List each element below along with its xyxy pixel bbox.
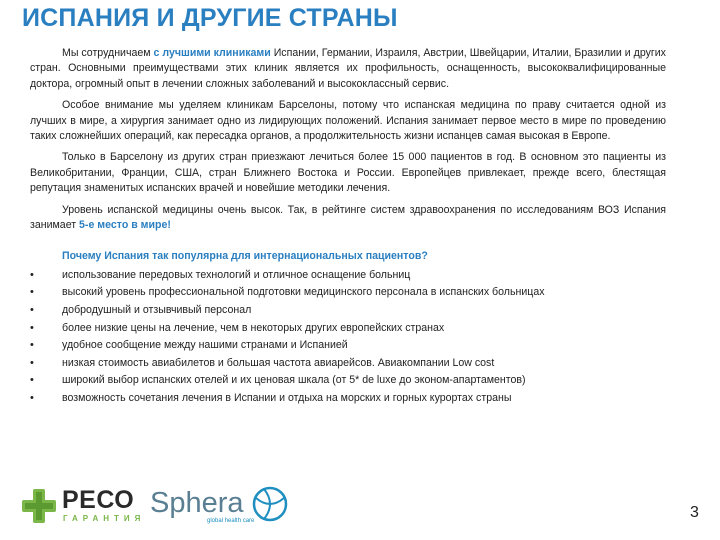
list-item bbox=[30, 390, 666, 408]
sphera-logo-name: Sphera bbox=[150, 487, 244, 519]
list-item bbox=[30, 372, 666, 390]
list-item bbox=[30, 284, 666, 302]
reasons-list bbox=[30, 267, 666, 408]
barcelona-paragraph: Особое внимание мы уделяем клиникам Барселоны, потому что испанская медицина по праву считается одной из лучших в мире, а хирургия занимает одно из лидирующих положений. Испания занимает первое место в мире по проведению таких сложнейших операций, как пересадка органов, а продолжительность жизни испанцев самая высокая в Европе. bbox=[30, 99, 666, 143]
list-item bbox=[30, 320, 666, 338]
sphera-logo-subtitle: global health care bbox=[207, 518, 255, 524]
footer-logos bbox=[22, 484, 282, 530]
list-title: Почему Испания так популярна для интернациональных пациентов? bbox=[62, 250, 428, 263]
intro-text-before: Мы сотрудничаем bbox=[62, 47, 154, 59]
reso-cross-icon bbox=[22, 489, 56, 523]
bullet-icon: • bbox=[30, 304, 34, 317]
bullet-icon: • bbox=[30, 286, 34, 299]
content bbox=[30, 46, 666, 408]
intro-text-after: Испании, Германии, Израиля, Австрии, Швейцарии, Италии, Бразилии и других стран. Основными преимуществами этих клиник является их профильность, оснащенность, высококвалифицированные доктора, огромный опыт в лечении сложных заболеваний и высококлассный сервис. bbox=[30, 47, 666, 90]
bullet-icon: • bbox=[30, 339, 34, 352]
list-item bbox=[30, 337, 666, 355]
sphera-globe-icon bbox=[250, 484, 290, 524]
rating-highlight: 5-е место в мире! bbox=[79, 219, 171, 232]
rating-paragraph bbox=[30, 203, 666, 234]
intro-highlight: с лучшими клиниками bbox=[153, 47, 271, 59]
bullet-icon: • bbox=[30, 392, 34, 405]
bullet-icon: • bbox=[30, 374, 34, 387]
list-item bbox=[30, 355, 666, 373]
patients-paragraph: Только в Барселону из других стран приезжают лечиться более 15 000 пациентов в год. В основном это пациенты из Великобритании, Франции, США, стран Ближнего Востока и России. Европейцев привлекает, прежде всего, блестящая репутация знаменитых испанских врачей и новейшие методики лечения. bbox=[30, 151, 666, 195]
reso-logo-name: РЕСО bbox=[62, 486, 135, 514]
list-item bbox=[30, 267, 666, 285]
rating-text: Уровень испанской медицины очень высок. Так, в рейтинге систем здравоохранения по исследованиям ВОЗ Испания занимает bbox=[30, 203, 666, 232]
list-item-text: высокий уровень профессиональной подготовки медицинского персонала в испанских больницах bbox=[62, 286, 545, 299]
reso-logo-subtitle: ГАРАНТИЯ bbox=[63, 514, 146, 523]
page-number: 3 bbox=[690, 504, 699, 521]
list-item-text: удобное сообщение между нашими странами и Испанией bbox=[62, 339, 348, 352]
list-item-text: использование передовых технологий и отличное оснащение больниц bbox=[62, 268, 411, 281]
page-title: ИСПАНИЯ И ДРУГИЕ СТРАНЫ bbox=[22, 4, 398, 32]
bullet-icon: • bbox=[30, 356, 34, 369]
bullet-icon: • bbox=[30, 321, 34, 334]
list-item-text: добродушный и отзывчивый персонал bbox=[62, 304, 252, 317]
intro-paragraph bbox=[30, 46, 666, 92]
list-item-text: возможность сочетания лечения в Испании и отдыха на морских и горных курортах страны bbox=[62, 392, 512, 405]
list-item-text: низкая стоимость авиабилетов и большая частота авиарейсов. Авиакомпании Low cost bbox=[62, 356, 495, 369]
list-item bbox=[30, 302, 666, 320]
bullet-icon: • bbox=[30, 268, 34, 281]
list-item-text: более низкие цены на лечение, чем в некоторых других европейских странах bbox=[62, 321, 445, 334]
list-item-text: широкий выбор испанских отелей и их ценовая шкала (от 5* de luxe до эконом-апартаментов) bbox=[62, 374, 526, 387]
